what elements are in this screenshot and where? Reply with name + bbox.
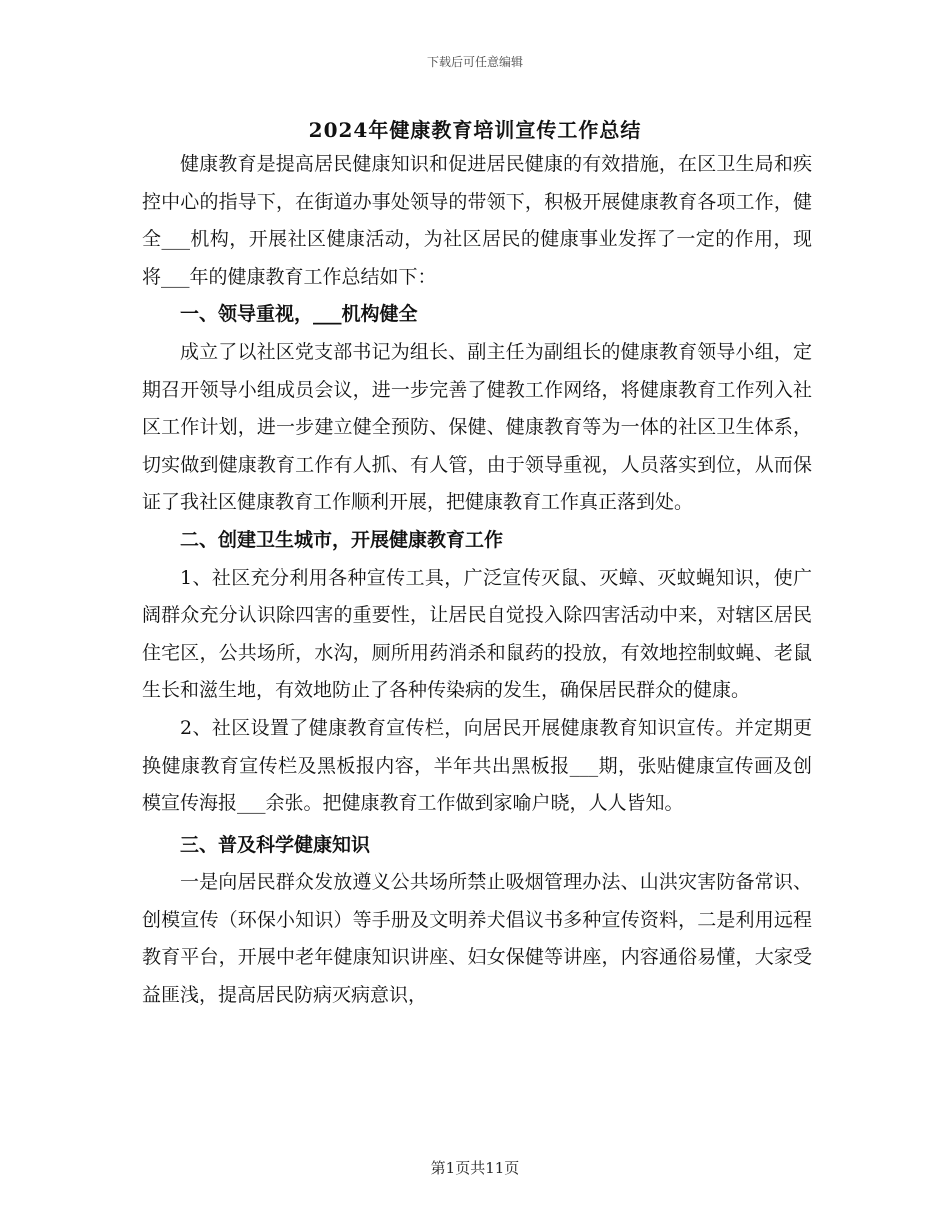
section-2-paragraph-1: 1、社区充分利用各种宣传工具，广泛宣传灭鼠、灭蟑、灭蚊蝇知识，使广阔群众充分认识除四害的重要性，让居民自觉投入除四害活动中来，对辖区居民住宅区，公共场所，水沟，厕所用药消杀和鼠药的投放，有效地控制蚊蝇、老鼠生长和滋生地，有效地防止了各种传染病的发生，确保居民群众的健康。 — [142, 566, 812, 702]
section-3-paragraph-1: 一是向居民群众发放遵义公共场所禁止吸烟管理办法、山洪灾害防备常识、创模宣传（环保小知识）等手册及文明养犬倡议书多种宣传资料，二是利用远程教育平台，开展中老年健康知识讲座、妇女保健等讲座，内容通俗易懂，大家受益匪浅，提高居民防病灭病意识， — [142, 871, 812, 1007]
document-title: 2024年健康教育培训宣传工作总结 — [308, 118, 642, 142]
section-heading-2: 二、创建卫生城市，开展健康教育工作 — [180, 528, 504, 551]
section-1-paragraph-1: 成立了以社区党支部书记为组长、副主任为副组长的健康教育领导小组，定期召开领导小组成员会议，进一步完善了健教工作网络，将健康教育工作列入社区工作计划，进一步建立健全预防、保健、健康教育等为一体的社区卫生体系，切实做到健康教育工作有人抓、有人管，由于领导重视，人员落实到位，从而保证了我社区健康教育工作顺利开展，把健康教育工作真正落到处。 — [142, 340, 812, 514]
section-heading-1: 一、领导重视，___机构健全 — [180, 303, 418, 326]
page-number-footer: 第1页共11页 — [430, 1159, 520, 1177]
section-heading-3: 三、普及科学健康知识 — [180, 833, 371, 856]
document-body — [142, 146, 812, 1015]
intro-paragraph: 健康教育是提高居民健康知识和促进居民健康的有效措施，在区卫生局和疾控中心的指导下，在街道办事处领导的带领下，积极开展健康教育各项工作，健全___机构，开展社区健康活动，为社区居民的健康事业发挥了一定的作用，现将___年的健康教育工作总结如下： — [142, 153, 812, 288]
section-2-paragraph-2: 2、社区设置了健康教育宣传栏，向居民开展健康教育知识宣传。并定期更换健康教育宣传栏及黑板报内容，半年共出黑板报___期，张贴健康宣传画及创模宣传海报___余张。把健康教育工作做到家喻户晓，人人皆知。 — [142, 716, 812, 815]
header-note: 下载后可任意编辑 — [426, 55, 523, 69]
